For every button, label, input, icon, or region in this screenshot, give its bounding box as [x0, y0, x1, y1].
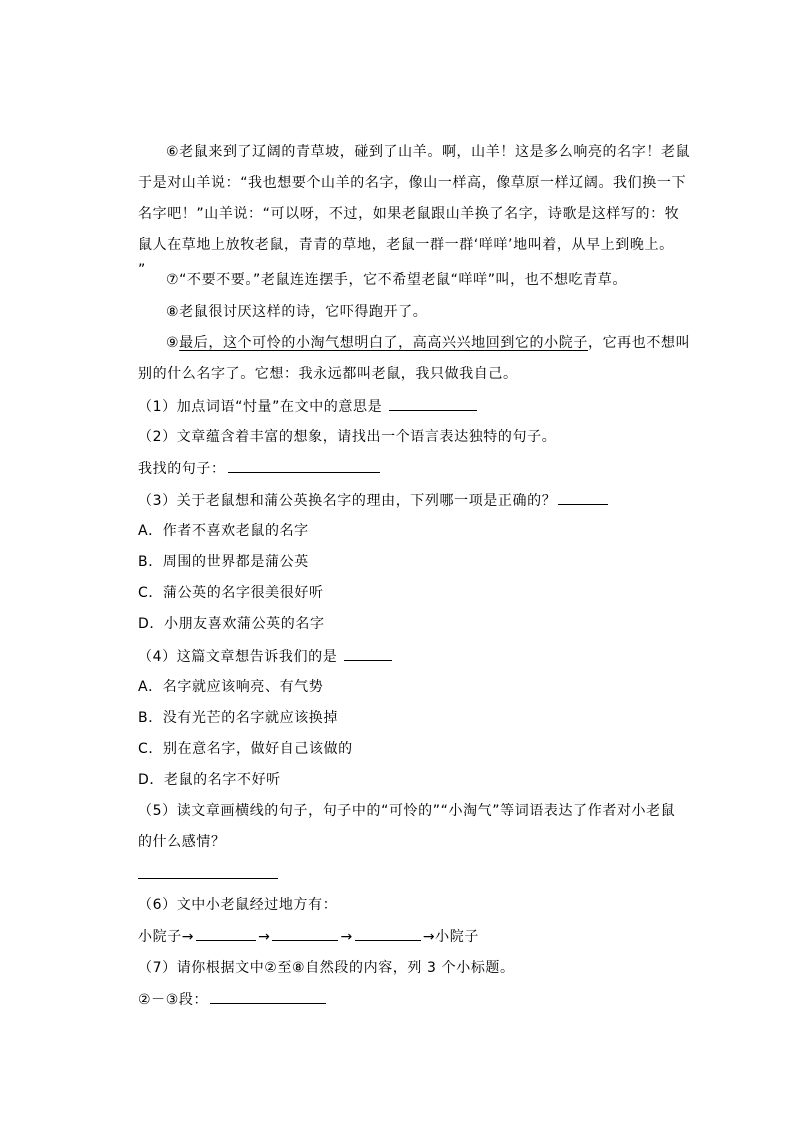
passage-paragraph-9-line-1	[166, 333, 691, 353]
question-2: （2）文章蕴含着丰富的想象，请找出一个语言表达独特的句子。	[138, 429, 557, 445]
question-5-line-2: 的什么感情？	[138, 834, 226, 850]
question-3-option-a[interactable]: A．作者不喜欢老鼠的名字	[138, 523, 309, 539]
question-4-option-b[interactable]: B．没有光芒的名字就应该换掉	[138, 710, 339, 726]
passage-paragraph-6-line-4: 鼠人在草地上放牧老鼠，青青的草地，老鼠一群一群‘咩咩’地叫着，从早上到晚上。	[138, 237, 674, 253]
route-start: 小院子→	[138, 929, 195, 945]
question-4-option-c[interactable]: C．别在意名字，做好自己该做的	[138, 741, 353, 757]
passage-paragraph-8: ⑧老鼠很讨厌这样的诗，它吓得跑开了。	[166, 304, 428, 320]
route-blank-2[interactable]	[272, 926, 338, 941]
passage-paragraph-6-line-3: 名字吧！”山羊说：“可以呀，不过，如果老鼠跟山羊换了名字，诗歌是这样写的：牧	[138, 206, 680, 222]
question-4-answer-blank[interactable]	[344, 646, 392, 661]
question-3-answer-blank[interactable]	[558, 490, 608, 505]
question-2-answer-blank[interactable]	[228, 458, 380, 473]
passage-paragraph-6-line-2: 于是对山羊说：“我也想要个山羊的名字，像山一样高，像草原一样辽阔。我们换一下	[138, 175, 687, 191]
paragraph-9-suffix: ，它再也不想叫	[587, 335, 691, 351]
question-6-route	[138, 926, 668, 947]
question-3-option-b[interactable]: B．周围的世界都是蒲公英	[138, 554, 309, 570]
passage-paragraph-6-line-1: ⑥老鼠来到了辽阔的青草坡，碰到了山羊。啊，山羊！这是多么响亮的名字！老鼠	[166, 144, 691, 160]
question-3-option-d[interactable]: D．小朋友喜欢蒲公英的名字	[138, 616, 325, 632]
route-blank-3[interactable]	[355, 926, 421, 941]
question-4-text: （4）这篇文章想告诉我们的是	[138, 649, 338, 665]
question-6: （6）文中小老鼠经过地方有：	[138, 897, 338, 913]
paragraph-9-number: ⑨	[166, 335, 180, 351]
question-1-text: （1）加点词语“忖量”在文中的意思是	[138, 399, 383, 415]
route-arrow-2: →	[340, 929, 353, 945]
question-1	[138, 396, 668, 417]
question-7-answer-label: ②－③段：	[138, 992, 209, 1008]
question-3-text: （3）关于老鼠想和蒲公英换名字的理由，下列哪一项是正确的？	[138, 493, 557, 509]
passage-paragraph-9-line-2: 别的什么名字了。它想：我永远都叫老鼠，我只做我自己。	[138, 366, 518, 382]
question-7: （7）请你根据文中②至⑧自然段的内容，列 3 个小标题。	[138, 960, 515, 976]
question-1-answer-blank[interactable]	[389, 396, 477, 411]
question-3-option-c[interactable]: C．蒲公英的名字很美很好听	[138, 585, 324, 601]
underlined-sentence: 最后，这个可怜的小淘气想明白了，高高兴兴地回到它的小院子	[179, 335, 588, 351]
question-4	[138, 646, 668, 667]
question-2-answer-label: 我找的句子：	[138, 461, 226, 477]
route-end: →小院子	[422, 929, 479, 945]
question-4-option-d[interactable]: D．老鼠的名字不好听	[138, 772, 281, 788]
question-7-answer	[138, 989, 668, 1010]
question-4-option-a[interactable]: A．名字就应该响亮、有气势	[138, 679, 324, 695]
passage-paragraph-6-line-5: ”	[138, 262, 146, 278]
question-7-answer-blank[interactable]	[210, 989, 326, 1004]
route-blank-1[interactable]	[196, 926, 256, 941]
question-5-line-1: （5）读文章画横线的句子，句子中的“可怜的”“小淘气”等词语表达了作者对小老鼠	[138, 803, 676, 819]
route-arrow-1: →	[258, 929, 271, 945]
question-5-answer-line[interactable]	[138, 878, 278, 879]
question-3	[138, 490, 668, 511]
question-2-answer	[138, 458, 668, 479]
passage-paragraph-7: ⑦“不要不要。”老鼠连连摆手，它不希望老鼠“咩咩”叫，也不想吃青草。	[166, 272, 627, 288]
